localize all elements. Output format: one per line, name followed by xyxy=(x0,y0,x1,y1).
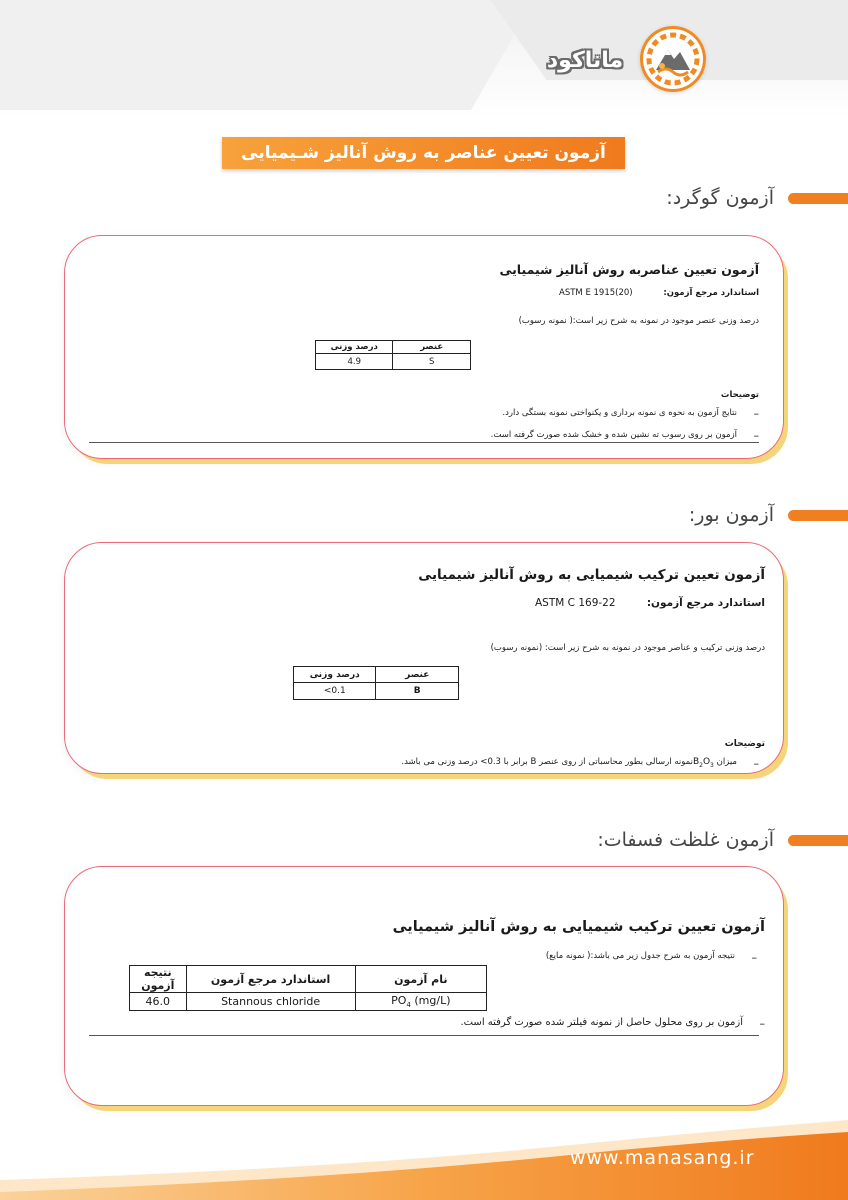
card-description: درصد وزنی ترکیب و عناصر موجود در نمونه به شرح زیر است: (نمونه رسوب) xyxy=(490,643,765,653)
card-title: آزمون تعیین ترکیب شیمیایی به روش آنالیز شیمیایی xyxy=(392,919,765,935)
heading-accent-bar xyxy=(788,835,848,846)
page-title: آزمون تعیین عناصر به روش آنالیز شـیمیایی xyxy=(222,137,625,169)
result-table xyxy=(129,965,487,1011)
result-table xyxy=(315,340,471,370)
card-description: درصد وزنی عنصر موجود در نمونه به شرح زیر است:( نمونه رسوب) xyxy=(518,316,759,326)
company-logo xyxy=(640,26,706,92)
gear-mountain-icon xyxy=(640,26,706,92)
table-cell: $PO_4$ (mg/L) xyxy=(355,993,486,1011)
note-item: میزان $B_2O_3نمونه$ ارسالی بطور محاسباتی از روی عنصر B برابر با 0.3> درصد وزنی می باشد. xyxy=(401,757,737,769)
table-cell: <0.1 xyxy=(294,683,376,700)
phosphate-test-card xyxy=(64,866,784,1106)
standard-value: ASTM E 1915(20) xyxy=(559,288,633,298)
table-row xyxy=(316,354,471,370)
column-header: استاندارد مرجع آزمون xyxy=(186,966,355,993)
bullet-dash: – xyxy=(753,757,759,770)
divider xyxy=(89,442,759,443)
divider xyxy=(89,1035,759,1036)
brand-name: ماناکود xyxy=(546,48,624,73)
bullet-dash: – xyxy=(753,407,759,420)
column-header: درصد وزنی xyxy=(316,341,393,354)
card-title: آزمون تعیین عناصربه روش آنالیز شیمیایی xyxy=(499,262,759,277)
heading-accent-bar xyxy=(788,510,848,521)
table-cell: 4.9 xyxy=(316,354,393,370)
bullet-dash: – xyxy=(759,1017,765,1030)
section-heading-boron: آزمون بور: xyxy=(548,500,848,530)
note-item: آزمون بر روی محلول حاصل از نمونه فیلتر شده صورت گرفته است. xyxy=(460,1017,743,1028)
notes-title: توضیحات xyxy=(720,390,759,400)
header-background xyxy=(0,0,848,120)
result-table xyxy=(293,666,459,700)
table-row xyxy=(130,993,487,1011)
sulfur-test-card xyxy=(64,235,784,459)
standard-value: ASTM C 169-22 xyxy=(535,597,616,609)
heading-accent-bar xyxy=(788,193,848,204)
table-cell: Stannous chloride xyxy=(186,993,355,1011)
table-cell: B xyxy=(376,683,459,700)
standard-label: استاندارد مرجع آزمون: xyxy=(663,288,759,298)
table-cell: 46.0 xyxy=(130,993,187,1011)
column-header: نتیجه آزمون xyxy=(130,966,187,993)
column-header: نام آزمون xyxy=(355,966,486,993)
column-header: عنصر xyxy=(376,667,459,683)
note-item: نتایج آزمون به نحوه ی نمونه برداری و یکنواختی نمونه بستگی دارد. xyxy=(502,408,737,418)
table-row xyxy=(294,683,459,700)
bullet-dash: – xyxy=(751,951,757,964)
notes-title: توضیحات xyxy=(724,739,765,749)
note-item: آزمون بر روی رسوب ته نشین شده و خشک شده صورت گرفته است. xyxy=(490,430,737,440)
boron-test-card xyxy=(64,542,784,774)
card-description: نتیجه آزمون به شرح جدول زیر می باشد:( نمونه مایع) xyxy=(545,951,735,961)
header-stripe xyxy=(0,0,569,110)
website-link[interactable]: www.manasang.ir xyxy=(570,1147,755,1169)
bullet-dash: – xyxy=(753,429,759,442)
section-heading-phosphate: آزمون غلظت فسفات: xyxy=(548,825,848,855)
column-header: عنصر xyxy=(393,341,471,354)
standard-label: استاندارد مرجع آزمون: xyxy=(646,597,765,609)
section-heading-sulfur: آزمون گوگرد: xyxy=(548,183,848,213)
column-header: درصد وزنی xyxy=(294,667,376,683)
card-title: آزمون تعیین ترکیب شیمیایی به روش آنالیز شیمیایی xyxy=(418,567,765,583)
table-cell: S xyxy=(393,354,471,370)
